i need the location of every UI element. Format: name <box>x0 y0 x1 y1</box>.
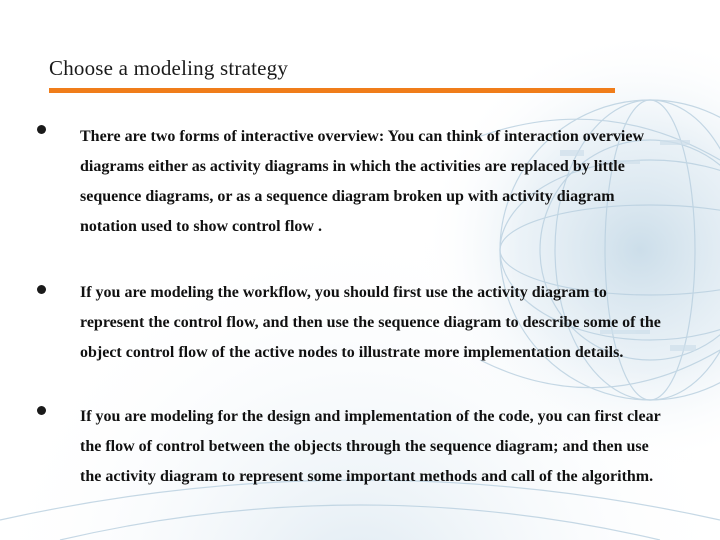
bullet-item-design-implementation: If you are modeling for the design and implementation of the code, you can first clear the flow of control between the objects through the sequence diagram; and then use the activity diagram to represent some important methods and call of the algorithm. <box>80 408 661 485</box>
bullet-item-interactive-overview: There are two forms of interactive overview: You can think of interaction overview diagrams either as activity diagrams in which the activities are replaced by little sequence diagrams, or as a sequence diagram broken up with activity diagram notation used to show control flow . <box>80 128 645 235</box>
bullet-item-modeling-workflow: If you are modeling the workflow, you should first use the activity diagram to represent the control flow, and then use the sequence diagram to describe some of the object control flow of the active nodes to illustrate more implementation details. <box>80 284 661 361</box>
slide-title: Choose a modeling strategy <box>49 56 289 80</box>
bullet-marker <box>37 125 46 134</box>
bullet-marker <box>37 285 46 294</box>
bullet-marker <box>37 406 46 415</box>
title-underline <box>49 88 615 93</box>
